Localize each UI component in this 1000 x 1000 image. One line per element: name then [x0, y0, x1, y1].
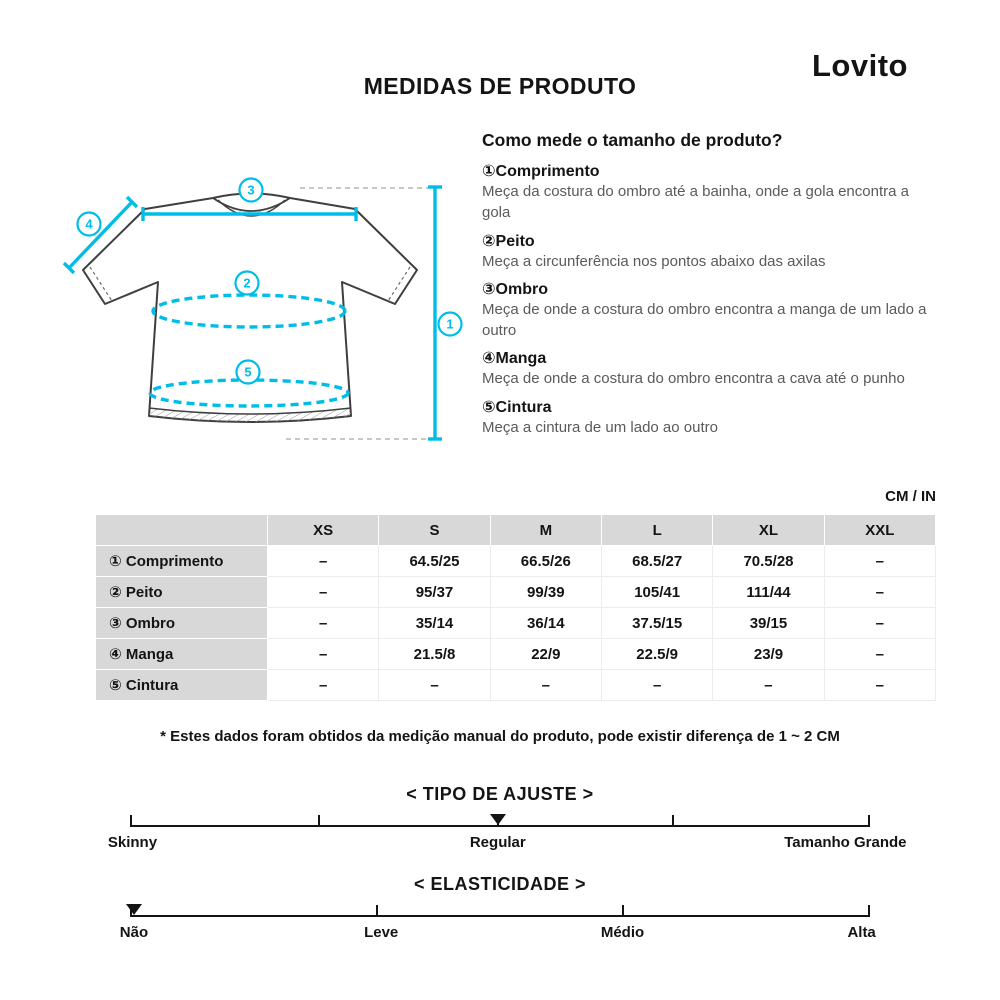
- tshirt-outline: [83, 194, 417, 423]
- guide-item: [482, 161, 940, 224]
- table-cell: –: [601, 670, 712, 701]
- row-label: ⑤ Cintura: [96, 670, 268, 701]
- table-cell: –: [824, 670, 935, 701]
- table-cell: 111/44: [713, 577, 824, 608]
- guide-item-desc: Meça da costura do ombro até a bainha, onde a gola encontra a gola: [482, 183, 909, 222]
- column-header-empty: [96, 515, 268, 546]
- table-cell: 21.5/8: [379, 639, 490, 670]
- guide-item-label: ④Manga: [482, 350, 547, 368]
- guide-item-label: ①Comprimento: [482, 163, 600, 180]
- elasticity-marker-triangle: [126, 904, 142, 915]
- table-cell: –: [268, 639, 379, 670]
- elasticity-scale-track: [131, 904, 869, 917]
- table-cell: –: [824, 639, 935, 670]
- row-label: ② Peito: [96, 577, 268, 608]
- fit-marker-triangle: [490, 814, 506, 825]
- column-header-xxl: XXL: [824, 515, 935, 546]
- measurement-footnote: * Estes dados foram obtidos da medição manual do produto, pode existir diferença de 1 ~ 2 CM: [160, 728, 840, 745]
- table-row-ombro: [96, 608, 936, 639]
- table-cell: –: [824, 577, 935, 608]
- guide-item: [482, 231, 940, 272]
- column-header-xl: XL: [713, 515, 824, 546]
- elasticity-label-leve: Leve: [364, 924, 399, 941]
- guide-heading: Como mede o tamanho de produto?: [482, 130, 783, 150]
- fit-tick: [130, 815, 132, 827]
- table-cell: 95/37: [379, 577, 490, 608]
- marker-label-3: 3: [247, 182, 255, 198]
- elasticity-label-medio: Médio: [600, 924, 645, 941]
- elasticity-scale-labels: [119, 924, 876, 944]
- table-cell: –: [268, 670, 379, 701]
- fit-tick: [318, 815, 320, 827]
- guide-item: [482, 397, 940, 438]
- table-cell: 23/9: [713, 639, 824, 670]
- elasticity-tick: [622, 905, 624, 917]
- fit-scale-title: < TIPO DE AJUSTE >: [406, 784, 594, 804]
- table-cell: 22/9: [490, 639, 601, 670]
- column-header-s: S: [379, 515, 490, 546]
- table-cell: –: [824, 546, 935, 577]
- elasticity-tick: [376, 905, 378, 917]
- row-label: ① Comprimento: [96, 546, 268, 577]
- brand-logo: Lovito: [812, 48, 908, 83]
- table-cell: 99/39: [490, 577, 601, 608]
- size-table: [95, 514, 936, 701]
- marker-label-5: 5: [244, 364, 252, 380]
- table-row-comprimento: [96, 546, 936, 577]
- table-cell: 64.5/25: [379, 546, 490, 577]
- elasticity-scale-line: [131, 915, 869, 917]
- table-cell: –: [379, 670, 490, 701]
- marker-label-4: 4: [85, 216, 93, 232]
- table-cell: 35/14: [379, 608, 490, 639]
- fit-tick: [868, 815, 870, 827]
- guide-item-label: ②Peito: [482, 232, 535, 250]
- marker-label-1: 1: [446, 316, 454, 332]
- fit-label-tamanho-grande: Tamanho Grande: [784, 834, 907, 851]
- fit-label-skinny: Skinny: [107, 834, 158, 851]
- table-cell: 66.5/26: [490, 546, 601, 577]
- table-cell: –: [490, 670, 601, 701]
- row-label: ③ Ombro: [96, 608, 268, 639]
- table-cell: –: [268, 577, 379, 608]
- guide-item: [482, 279, 940, 342]
- table-cell: 70.5/28: [713, 546, 824, 577]
- column-header-m: M: [490, 515, 601, 546]
- tshirt-diagram-svg: [38, 172, 468, 472]
- table-header-row: [96, 515, 936, 546]
- table-cell: –: [268, 546, 379, 577]
- marker-label-2: 2: [243, 275, 251, 291]
- fit-scale-line: [131, 825, 869, 827]
- elasticity-label-nao: Não: [119, 924, 149, 941]
- fit-scale-track: [131, 814, 869, 827]
- fit-scale-labels: [107, 834, 907, 854]
- page-title: MEDIDAS DE PRODUTO: [363, 73, 637, 100]
- elasticity-scale-title: < ELASTICIDADE >: [413, 874, 587, 894]
- fit-scale: [0, 784, 1000, 854]
- table-row-cintura: [96, 670, 936, 701]
- table-cell: 36/14: [490, 608, 601, 639]
- guide-item-desc: Meça a cintura de um lado ao outro: [482, 418, 718, 436]
- column-header-l: L: [601, 515, 712, 546]
- table-cell: 39/15: [713, 608, 824, 639]
- guide-item: [482, 348, 940, 389]
- unit-label: CM / IN: [885, 488, 936, 505]
- table-cell: 22.5/9: [601, 639, 712, 670]
- table-cell: 105/41: [601, 577, 712, 608]
- guide-item-label: ⑤Cintura: [482, 398, 552, 416]
- table-cell: –: [713, 670, 824, 701]
- fit-tick: [672, 815, 674, 827]
- table-cell: –: [824, 608, 935, 639]
- guide-item-label: ③Ombro: [482, 280, 548, 298]
- table-cell: 37.5/15: [601, 608, 712, 639]
- elasticity-scale: [0, 874, 1000, 944]
- table-row-manga: [96, 639, 936, 670]
- elasticity-label-alta: Alta: [847, 924, 876, 941]
- table-row-peito: [96, 577, 936, 608]
- guide-item-desc: Meça de onde a costura do ombro encontra a manga de um lado a outro: [482, 300, 927, 340]
- table-cell: –: [268, 608, 379, 639]
- tshirt-measurement-diagram: [38, 172, 468, 472]
- guide-item-desc: Meça de onde a costura do ombro encontra a cava até o punho: [482, 370, 905, 388]
- guide-item-desc: Meça a circunferência nos pontos abaixo das axilas: [482, 252, 826, 270]
- table-cell: 68.5/27: [601, 546, 712, 577]
- row-label: ④ Manga: [96, 639, 268, 670]
- fit-label-regular: Regular: [469, 834, 526, 851]
- elasticity-tick: [868, 905, 870, 917]
- column-header-xs: XS: [268, 515, 379, 546]
- measure-guide: [482, 130, 940, 438]
